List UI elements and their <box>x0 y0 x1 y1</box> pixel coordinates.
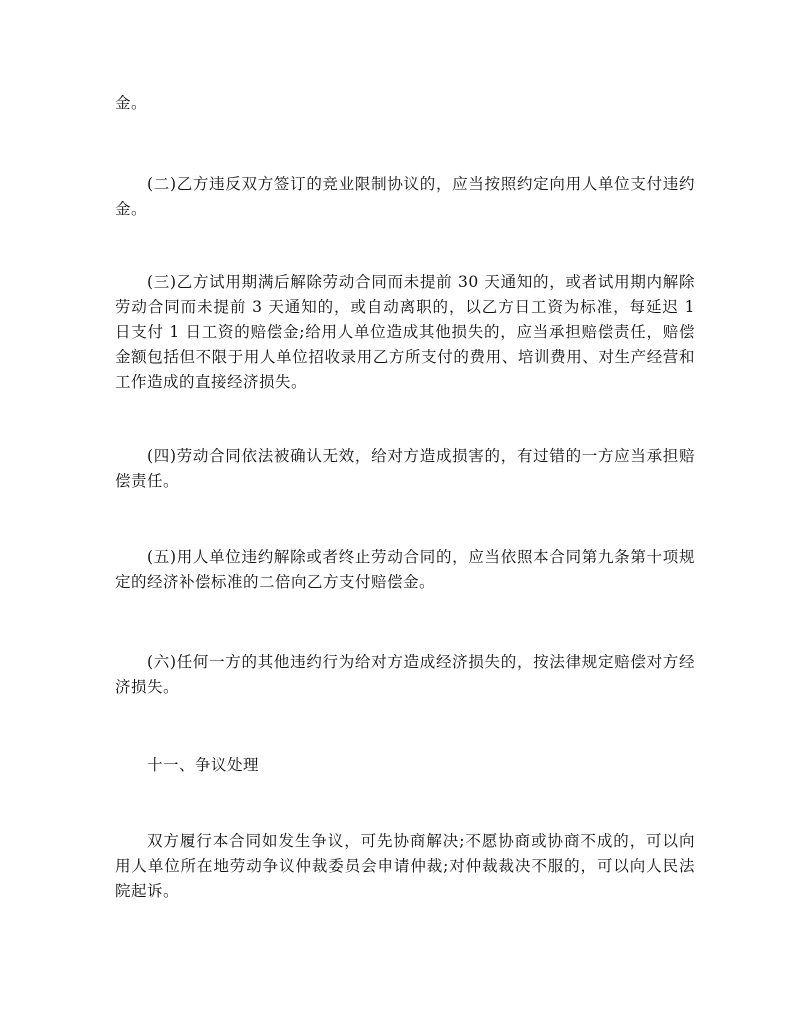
clause-2: (二)乙方违反双方签订的竞业限制协议的，应当按照约定向用人单位支付违约金。 <box>115 175 695 218</box>
section-body: 双方履行本合同如发生争议，可先协商解决;不愿协商或协商不成的，可以向用人单位所在地劳动争议仲裁委员会申请仲裁;对仲裁裁决不服的，可以向人民法院起诉。 <box>115 832 695 900</box>
clause-3: (三)乙方试用期满后解除劳动合同而未提前 30 天通知的，或者试用期内解除劳动合同而未提前 3 天通知的，或自动离职的，以乙方日工资为标准，每延迟 1 日支付 1 日工资的赔偿金;给用人单位造成其他损失的，应当承担赔偿责任，赔偿金额包括但不限于用人单位招收录用乙方所支付的费用、培训费用、对生产经营和工作造成的直接经济损失。 <box>115 273 695 391</box>
clause-6: (六)任何一方的其他违约行为给对方造成经济损失的，按法律规定赔偿对方经济损失。 <box>115 653 695 696</box>
continuation-text: 金。 <box>115 94 148 112</box>
section-heading: 十一、争议处理 <box>147 756 260 774</box>
clause-5: (五)用人单位违约解除或者终止劳动合同的，应当依照本合同第九条第十项规定的经济补偿标准的二倍向乙方支付赔偿金。 <box>115 548 695 591</box>
clause-4: (四)劳动合同依法被确认无效，给对方造成损害的，有过错的一方应当承担赔偿责任。 <box>115 447 695 490</box>
